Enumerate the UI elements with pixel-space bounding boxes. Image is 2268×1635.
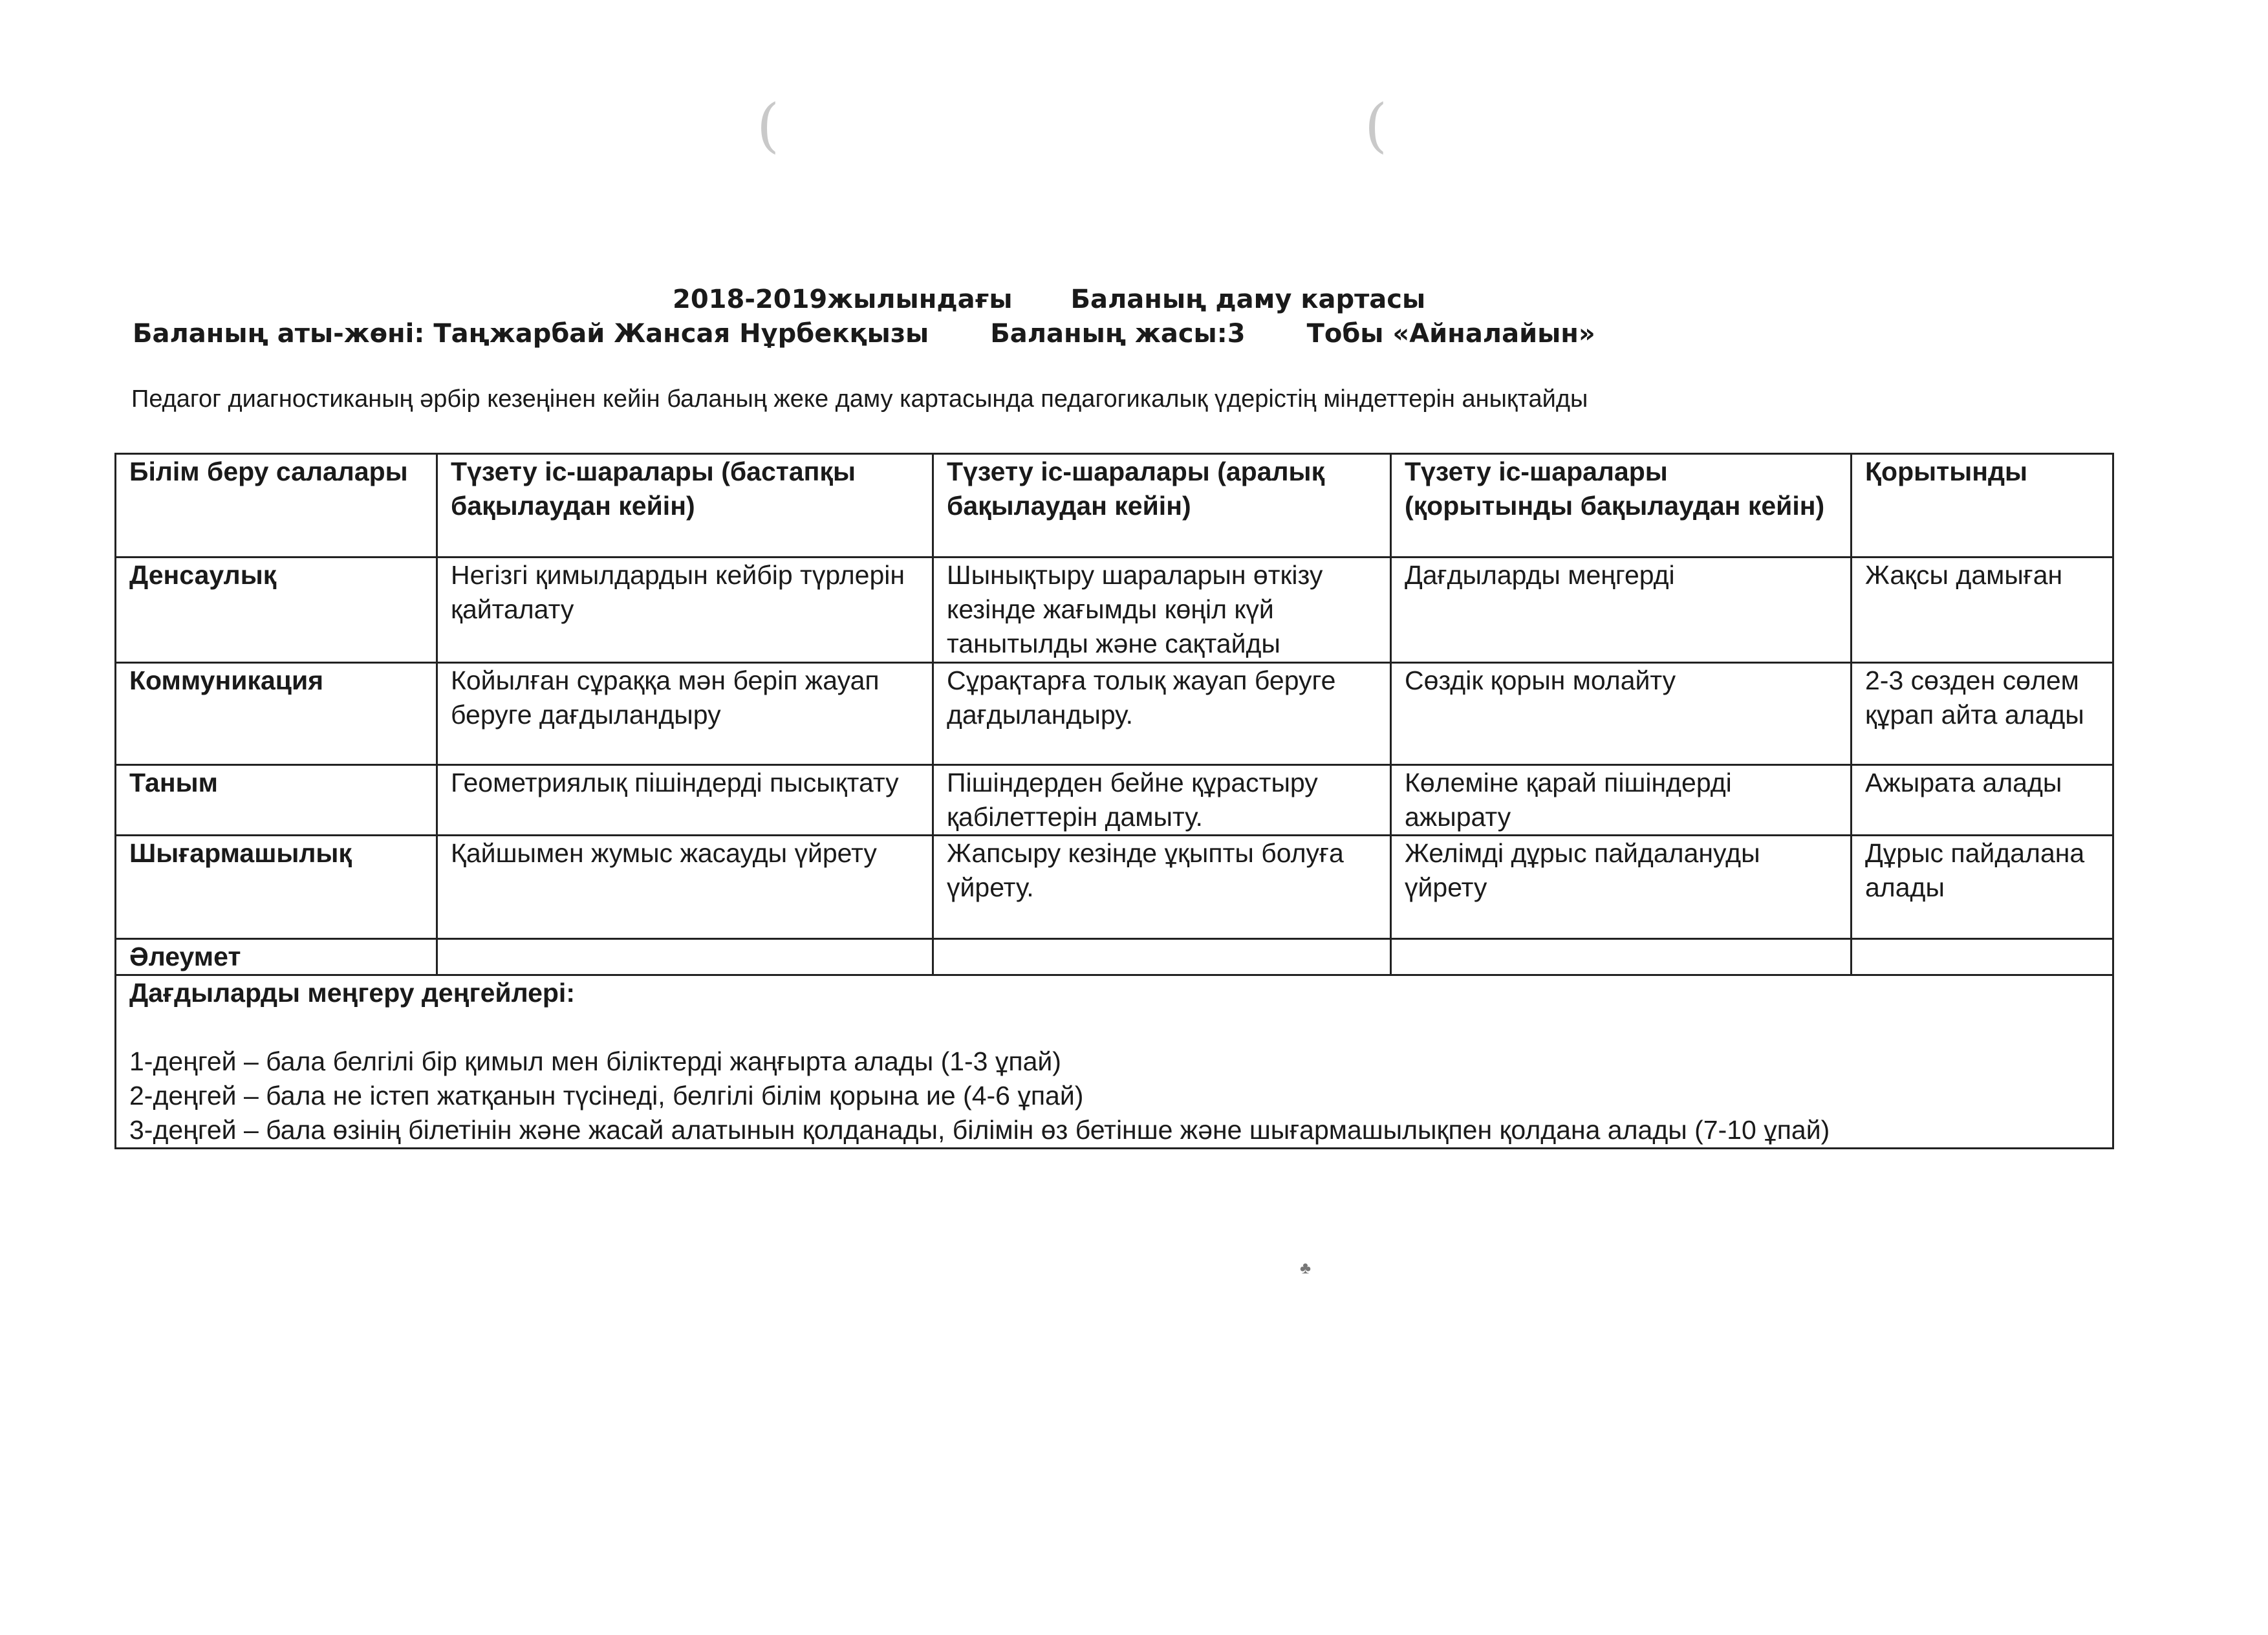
table-header-row <box>116 454 2113 558</box>
table-row <box>116 558 2113 663</box>
final-cell: Көлеміне қарай пішіндерді ажырату <box>1391 765 1852 836</box>
scan-speck: ♣ <box>1300 1258 1312 1277</box>
punch-hole-mark-left: ( <box>757 92 780 160</box>
result-cell: Дұрыс пайдалана алады <box>1852 836 2113 939</box>
initial-cell <box>437 939 933 975</box>
intermediate-cell: Пішіндерден бейне құрастыру қабілеттерін дамыту. <box>933 765 1391 836</box>
result-cell: 2-3 сөзден сөлем құрап айта алады <box>1852 663 2113 765</box>
initial-cell: Негізгі қимылдардын кейбір түрлерін қайталату <box>437 558 933 663</box>
result-cell <box>1852 939 2113 975</box>
table-row <box>116 836 2113 939</box>
area-cell: Коммуникация <box>116 663 437 765</box>
level-item: 2-деңгей – бала не істеп жатқанын түсінеді, белгілі білім қорына ие (4-6 ұпай) <box>129 1081 1084 1110</box>
group-name: Тобы «Айналайын» <box>1306 319 1595 349</box>
child-info-line <box>133 319 1595 349</box>
final-cell: Желімді дұрыс пайдалануды үйрету <box>1391 836 1852 939</box>
initial-cell: Койылған сұраққа мән беріп жауап беруге дағдыландыру <box>437 663 933 765</box>
area-cell: Таным <box>116 765 437 836</box>
child-name: Баланың аты-жөні: Таңжарбай Жансая Нұрбекқызы <box>133 319 929 349</box>
final-cell: Дағдыларды меңгерді <box>1391 558 1852 663</box>
intermediate-cell: Сұрақтарға толық жауап беруге дағдыландыру. <box>933 663 1391 765</box>
punch-hole-mark-right: ( <box>1365 92 1388 160</box>
levels-spacer <box>129 1010 2099 1045</box>
column-header-final: Түзету іс-шаралары (қорытынды бақылаудан кейін) <box>1391 454 1852 558</box>
level-item: 1-деңгей – бала белгілі бір қимыл мен біліктерді жаңғырта алады (1-3 ұпай) <box>129 1046 1061 1076</box>
levels-row <box>116 975 2113 1149</box>
column-header-intermediate: Түзету іс-шаралары (аралық бақылаудан кейін) <box>933 454 1391 558</box>
card-title: Баланың даму картасы <box>1070 285 1426 314</box>
document-title <box>673 285 1425 314</box>
area-cell: Денсаулық <box>116 558 437 663</box>
intermediate-cell <box>933 939 1391 975</box>
initial-cell: Қайшымен жумыс жасауды үйрету <box>437 836 933 939</box>
intermediate-cell: Жапсыру кезінде ұқыпты болуға үйрету. <box>933 836 1391 939</box>
intermediate-cell: Шынықтыру шараларын өткізу кезінде жағымды көңіл күй танытылды және сақтайды <box>933 558 1391 663</box>
area-cell: Әлеумет <box>116 939 437 975</box>
result-cell: Ажырата алады <box>1852 765 2113 836</box>
result-cell: Жақсы дамыған <box>1852 558 2113 663</box>
level-item: 3-деңгей – бала өзінің білетінін және жасай алатынын қолданады, білімін өз бетінше және шығармашылықпен қолдана алады (7-10 ұпай) <box>129 1115 1830 1145</box>
initial-cell: Геометриялық пішіндерді пысықтату <box>437 765 933 836</box>
child-age: Баланың жасы:3 <box>990 319 1246 349</box>
column-header-initial: Түзету іс-шаралары (бастапқы бақылаудан кейін) <box>437 454 933 558</box>
year-text: 2018-2019жылындағы <box>673 285 1013 314</box>
column-header-area: Білім беру салалары <box>116 454 437 558</box>
table-row <box>116 939 2113 975</box>
area-cell: Шығармашылық <box>116 836 437 939</box>
final-cell <box>1391 939 1852 975</box>
final-cell: Сөздік қорын молайту <box>1391 663 1852 765</box>
column-header-result: Қорытынды <box>1852 454 2113 558</box>
table-row <box>116 663 2113 765</box>
levels-title: Дағдыларды меңгеру деңгейлері: <box>129 978 575 1008</box>
intro-text: Педагог диагностиканың әрбір кезеңінен кейін баланың жеке даму картасында педагогикалық үдерістің міндеттерін анықтайды <box>131 385 1588 413</box>
levels-cell <box>116 975 2113 1149</box>
development-map-table <box>114 453 2114 1149</box>
table-row <box>116 765 2113 836</box>
